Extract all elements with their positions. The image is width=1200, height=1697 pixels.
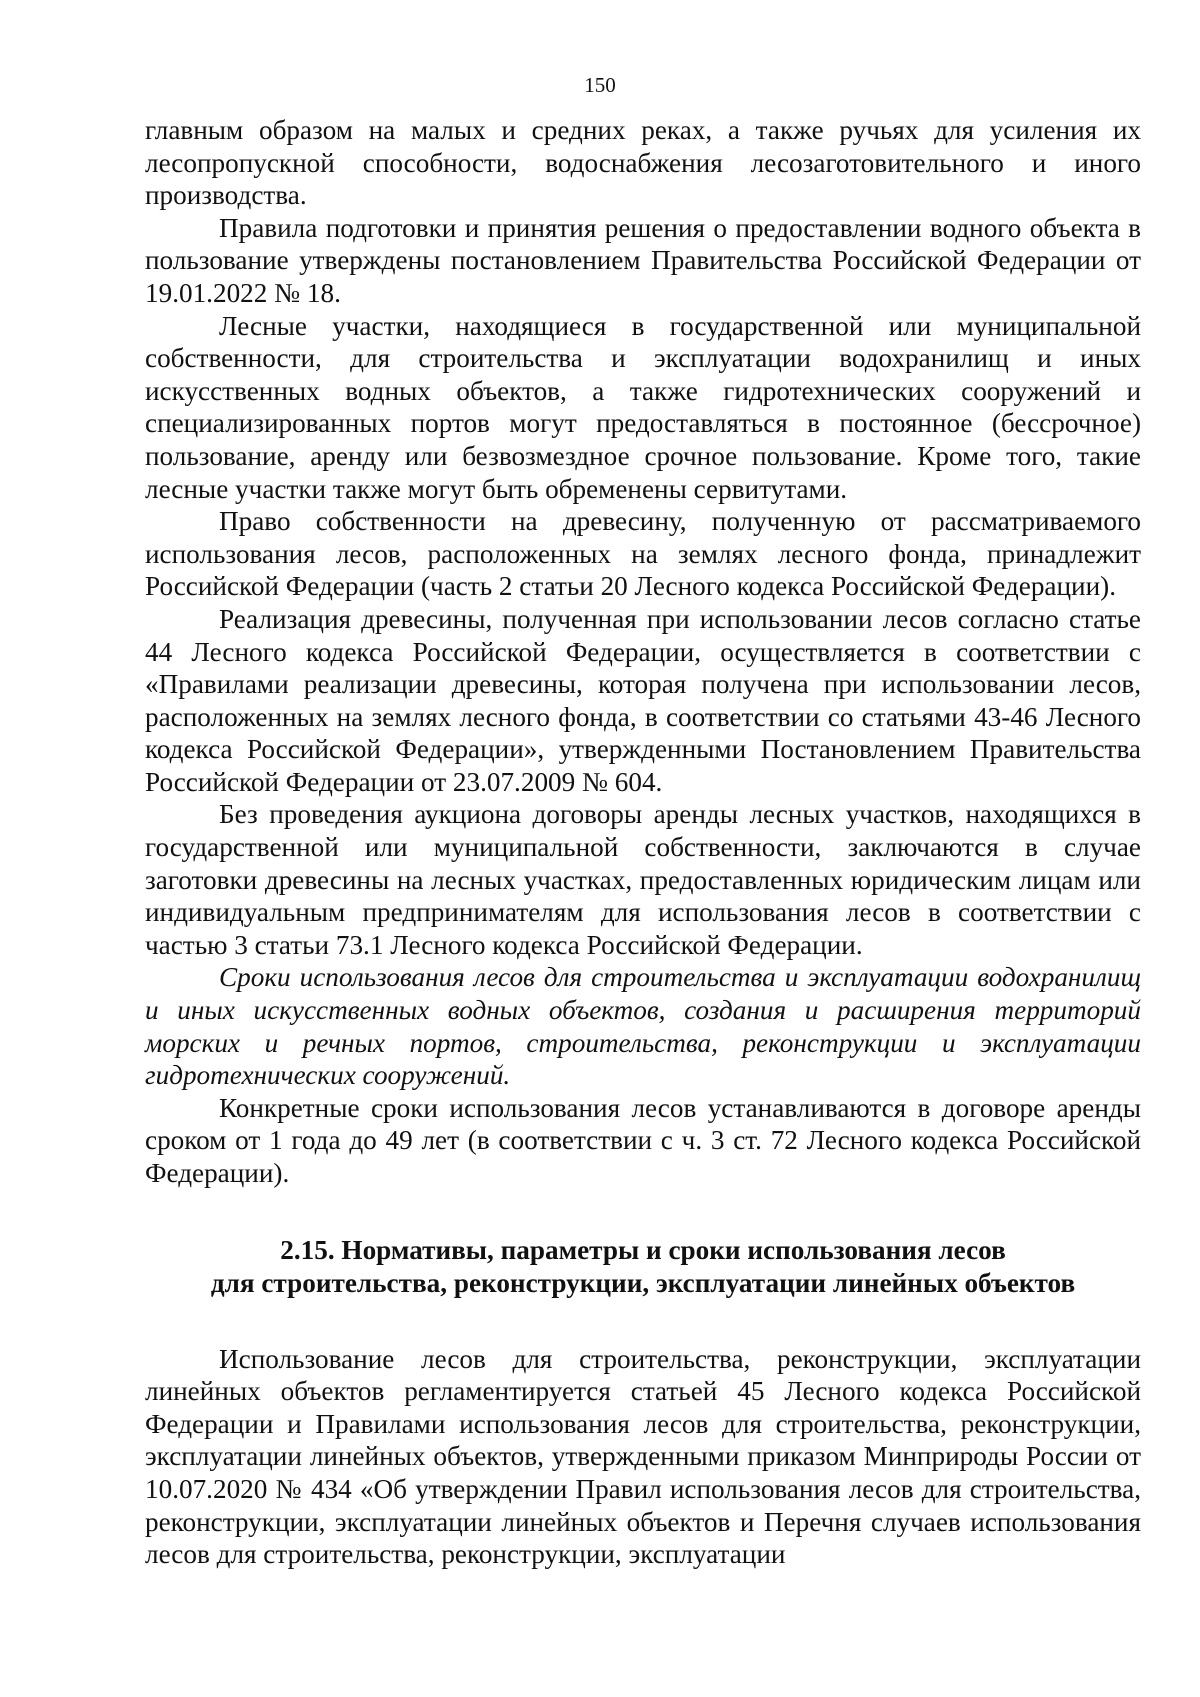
- paragraph-forest-plots: Лесные участки, находящиеся в государственной или муниципальной собственности, для строительства и эксплуатации водохранилищ и иных искусственных водных объектов, а также гидротехнических сооружений и специализированных портов могут предоставляться в постоянное (бессрочное) пользование, аренду или безвозмездное срочное пользование. Кроме того, такие лесные участки также могут быть обременены сервитутами.: [145, 310, 1141, 504]
- section-heading-line-1: 2.15. Нормативы, параметры и сроки использования лесов: [280, 1234, 1006, 1265]
- paragraph-continuation: главным образом на малых и средних реках, а также ручьях для усиления их лесопропускной способности, водоснабжения лесозаготовительного и иного производства.: [145, 115, 1141, 211]
- paragraph-wood-sale: Реализация древесины, полученная при использовании лесов согласно статье 44 Лесного кодекса Российской Федерации, осуществляется в соответствии с «Правилами реализации древесины, которая получена при использовании лесов, расположенных на землях лесного фонда, в соответствии со статьями 43-46 Лесного кодекса Российской Федерации», утвержденными Постановлением Правительства Российской Федерации от 23.07.2009 № 604.: [145, 603, 1141, 797]
- paragraph-italic-terms-subheading: Сроки использования лесов для строительства и эксплуатации водохранилищ и иных искусственных водных объектов, создания и расширения территорий морских и речных портов, строительства, реконструкции и эксплуатации гидротехнических сооружений.: [145, 962, 1141, 1091]
- document-body: [145, 114, 1141, 1571]
- paragraph-lease-without-auction: Без проведения аукциона договоры аренды лесных участков, находящихся в государственной или муниципальной собственности, заключаются в случае заготовки древесины на лесных участках, предоставленных юридическим лицам или индивидуальным предпринимателям для использования лесов в соответствии с частью 3 статьи 73.1 Лесного кодекса Российской Федерации.: [145, 799, 1141, 960]
- page-number: 150: [584, 73, 616, 97]
- paragraph-wood-ownership: Право собственности на древесину, полученную от рассматриваемого использования лесов, расположенных на землях лесного фонда, принадлежит Российской Федерации (часть 2 статьи 20 Лесного кодекса Российской Федерации).: [145, 506, 1141, 602]
- section-heading: [145, 1234, 1141, 1300]
- section-heading-line-2: для строительства, реконструкции, эксплуатации линейных объектов: [210, 1267, 1076, 1298]
- paragraph-linear-objects: Использование лесов для строительства, реконструкции, эксплуатации линейных объектов регламентируется статьей 45 Лесного кодекса Российской Федерации и Правилами использования лесов для строительства, реконструкции, эксплуатации линейных объектов, утвержденными приказом Минприроды России от 10.07.2020 № 434 «Об утверждении Правил использования лесов для строительства, реконструкции, эксплуатации линейных объектов и Перечня случаев использования лесов для строительства, реконструкции, эксплуатации: [145, 1343, 1141, 1570]
- paragraph-lease-terms: Конкретные сроки использования лесов устанавливаются в договоре аренды сроком от 1 года до 49 лет (в соответствии с ч. 3 ст. 72 Лесного кодекса Российской Федерации).: [145, 1092, 1141, 1188]
- paragraph-water-object-rules: Правила подготовки и принятия решения о предоставлении водного объекта в пользование утверждены постановлением Правительства Российской Федерации от 19.01.2022 № 18.: [145, 212, 1141, 308]
